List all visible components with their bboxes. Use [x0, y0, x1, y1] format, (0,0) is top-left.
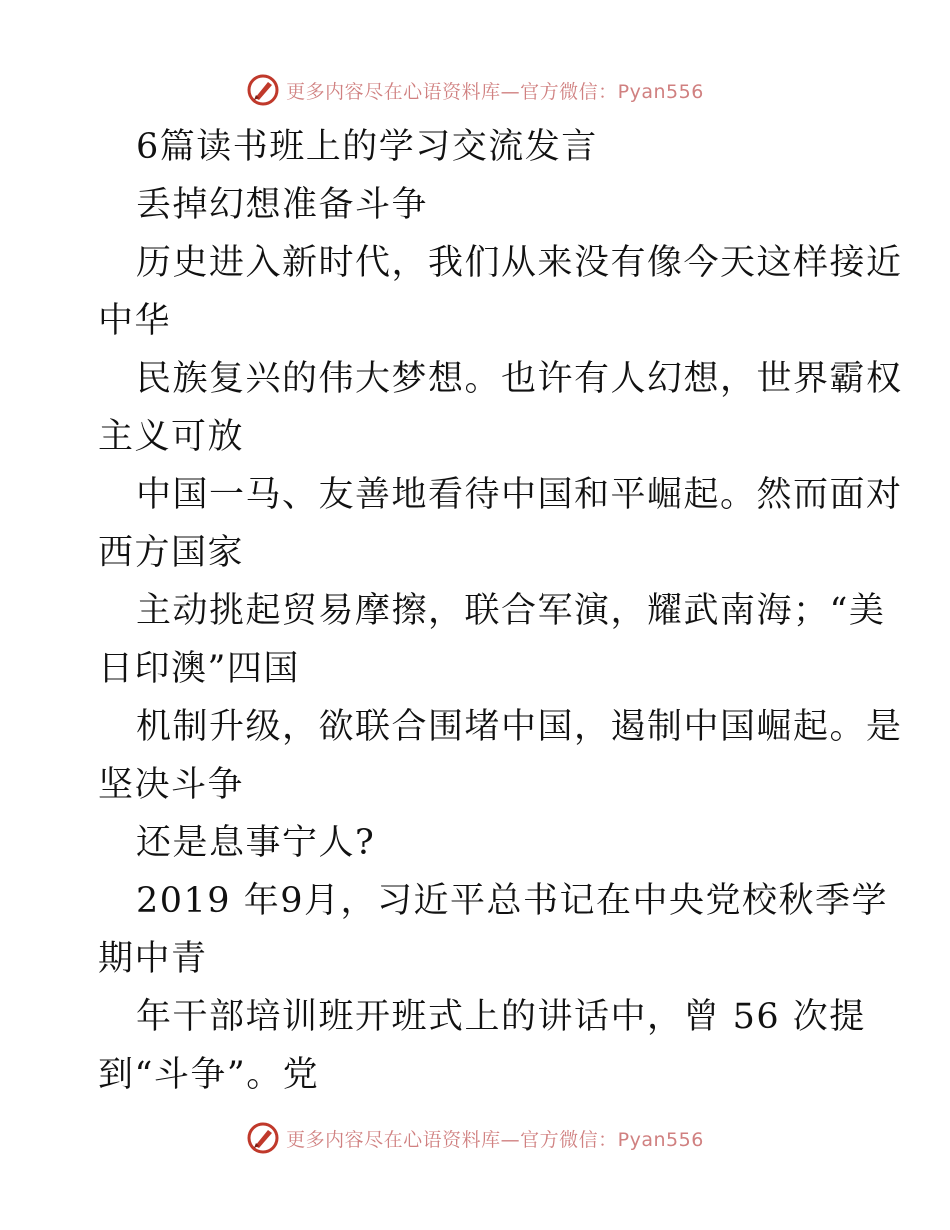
text-line: 中华: [98, 301, 172, 341]
text-line: 2019 年9月，习近平总书记在中央党校秋季学: [136, 881, 888, 921]
pen-logo-icon: [246, 73, 280, 107]
text-line: 到“斗争”。党: [98, 1055, 320, 1095]
watermark-banner-top: [0, 70, 950, 110]
watermark-banner-bottom: [0, 1118, 950, 1158]
text-line: 西方国家: [98, 533, 245, 573]
text-line: 中国一马、友善地看待中国和平崛起。然而面对: [136, 475, 903, 515]
text-line: 主动挑起贸易摩擦，联合军演，耀武南海；“美: [136, 591, 886, 631]
text-line: 6篇读书班上的学习交流发言: [136, 127, 598, 167]
text-line: 丢掉幻想准备斗争: [136, 185, 429, 225]
text-line: 主义可放: [98, 417, 245, 457]
text-line: 还是息事宁人?: [136, 823, 376, 863]
text-line: 机制升级，欲联合围堵中国，遏制中国崛起。是: [136, 707, 903, 747]
document-body: [98, 118, 903, 1104]
watermark-text: 更多内容尽在心语资料库—官方微信：Pyan556: [286, 80, 704, 103]
text-line: 历史进入新时代，我们从来没有像今天这样接近: [136, 243, 903, 283]
watermark-text: 更多内容尽在心语资料库—官方微信：Pyan556: [286, 1128, 704, 1151]
text-line: 坚决斗争: [98, 765, 245, 805]
text-line: 民族复兴的伟大梦想。也许有人幻想，世界霸权: [136, 359, 903, 399]
pen-logo-icon: [246, 1121, 280, 1155]
text-line: 日印澳”四国: [98, 649, 300, 689]
text-line: 年干部培训班开班式上的讲话中，曾 56 次提: [136, 997, 866, 1037]
text-line: 期中青: [98, 939, 208, 979]
